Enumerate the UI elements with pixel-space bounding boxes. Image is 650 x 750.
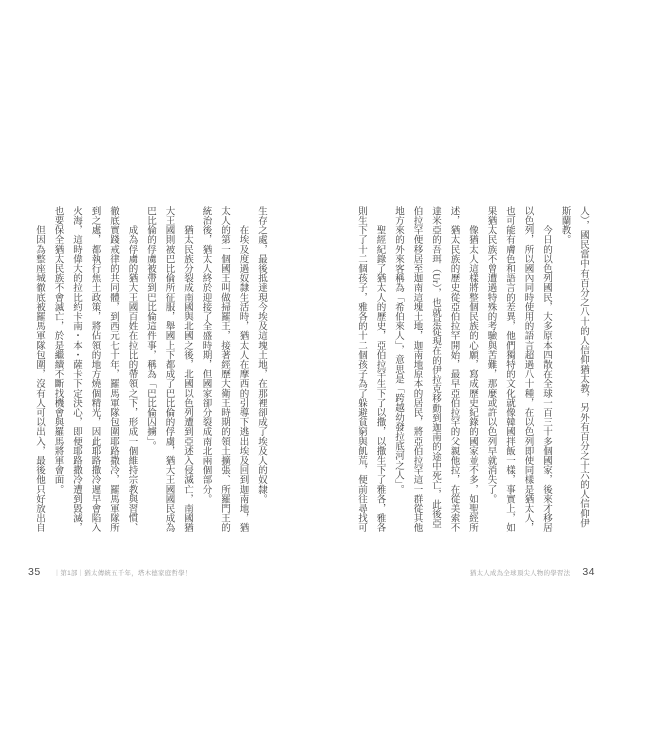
text-column: 大王國則被巴比倫所征服，舉國上下都成了巴比倫的俘虜，猶大王國國民成為 [163,206,174,533]
text-column: 也要保全猶太民族不會滅亡，於是繼續不斷找機會與羅馬將軍會面。 [52,206,63,494]
text-column: 地方來的外來客稱為「希伯來人」，意思是「跨越幼發拉底河之人」。 [393,206,403,495]
text-column: 也可能有膚色和語言的差異，他們獨特的文化就像韓國拌飯一樣，事實上，如 [504,206,514,533]
running-title-left: ｜第1部｜猶太傳統五千年，塔木德家庭哲學！ [53,570,192,577]
text-column: 人），國民當中有百分之八十的人信仰猶太教，另外有百分之十六的人信仰伊 [578,206,588,528]
page-34-text-block [352,206,593,542]
text-column: 達米亞的吾珥（Ur），也就是從現在的伊拉克移動到迦南的途中死亡，此後亞 [430,206,440,529]
text-column: 今日的以色列國民，大多原本四散在全球一百三十多個國家，後來才移居 [541,206,551,533]
text-column: 成為俘虜的猶大王國百姓在拉比的帶領之下，形成一個維持宗教與習慣、 [126,206,137,533]
text-column: 巴比倫的俘虜被帶到巴比倫這件事，稱為「巴比倫囚擄」。 [145,206,155,451]
page-35-text-block [30,206,271,542]
text-column: 聖經紀錄了猶太人的歷史，亞伯拉罕生下了以撒，以撒生下了雅各，雅各 [374,206,385,533]
page-number-right: 34 [582,566,595,578]
page-34-footer [470,566,595,578]
running-title-right: 猶太人成為全球頂尖人物的學習法 [469,570,571,577]
text-column: 伯拉罕便移居至迦南這塊土地，迦南地原本的居民，將亞伯拉罕這一群從其他 [411,206,422,533]
text-column: 斯蘭教。 [559,206,570,245]
page-35-footer [28,566,192,578]
text-column: 果猶太民族不曾遭過特殊的考驗與苦難，那麼或許以色列早就消失了。 [485,206,496,504]
text-column: 生存之處，最後抵達現今埃及這塊土地，在那裡卻成了埃及人的奴隸。 [256,206,266,504]
text-column: 像猶太人這樣將整個民族的心願，寫成歷史紀錄的國家並不多，如聖經所 [467,206,477,533]
text-column: 猶太民族分裂成南國與北國之後，北國以色列遭到亞述入侵滅亡，南國猶 [182,206,192,533]
text-column: 述，猶太民族的歷史從亞伯拉罕開始，最早亞伯拉罕的父親他拉，在從美索不 [448,206,459,533]
page-number-left: 35 [28,566,41,578]
text-column: 以色列，所以國內同時使用的語言超過八十種，在以色列即使同樣是猶太人， [522,206,533,533]
text-column: 則生下了十二個孩子，雅各的十二個孩子為了躲避貧窮與飢荒，便前往尋找可 [356,206,366,533]
text-column: 火海，這時偉大的拉比約卡南・本・薩卡下定決心，即便耶路撒冷遭到毀滅， [71,206,81,533]
text-column: 徹底實踐戒律的共同體，到西元七十年，羅馬軍隊包圍耶路撒冷，羅馬軍隊所 [108,206,118,533]
text-column: 但因為整座城徹底被羅馬軍隊包圍，沒有人可以出入，最後他只好放出自 [34,206,44,533]
text-column: 統治後，猶太人終於迎接了全盛時期，但國家卻分裂成南北兩個部分。 [200,206,211,504]
text-column: 太人的第一個國王叫做掃羅王，接著經歷大衛王時期的領土擴張、所羅門王的 [219,206,229,533]
text-column: 在埃及度過奴隸生活時，猶太人在摩西的引導下逃出埃及回到迦南地，猶 [237,206,248,533]
text-column: 到之處，都執行焦土政策，將佔領的地方燒個精光，因此耶路撒冷遲早會陷入 [89,206,100,533]
